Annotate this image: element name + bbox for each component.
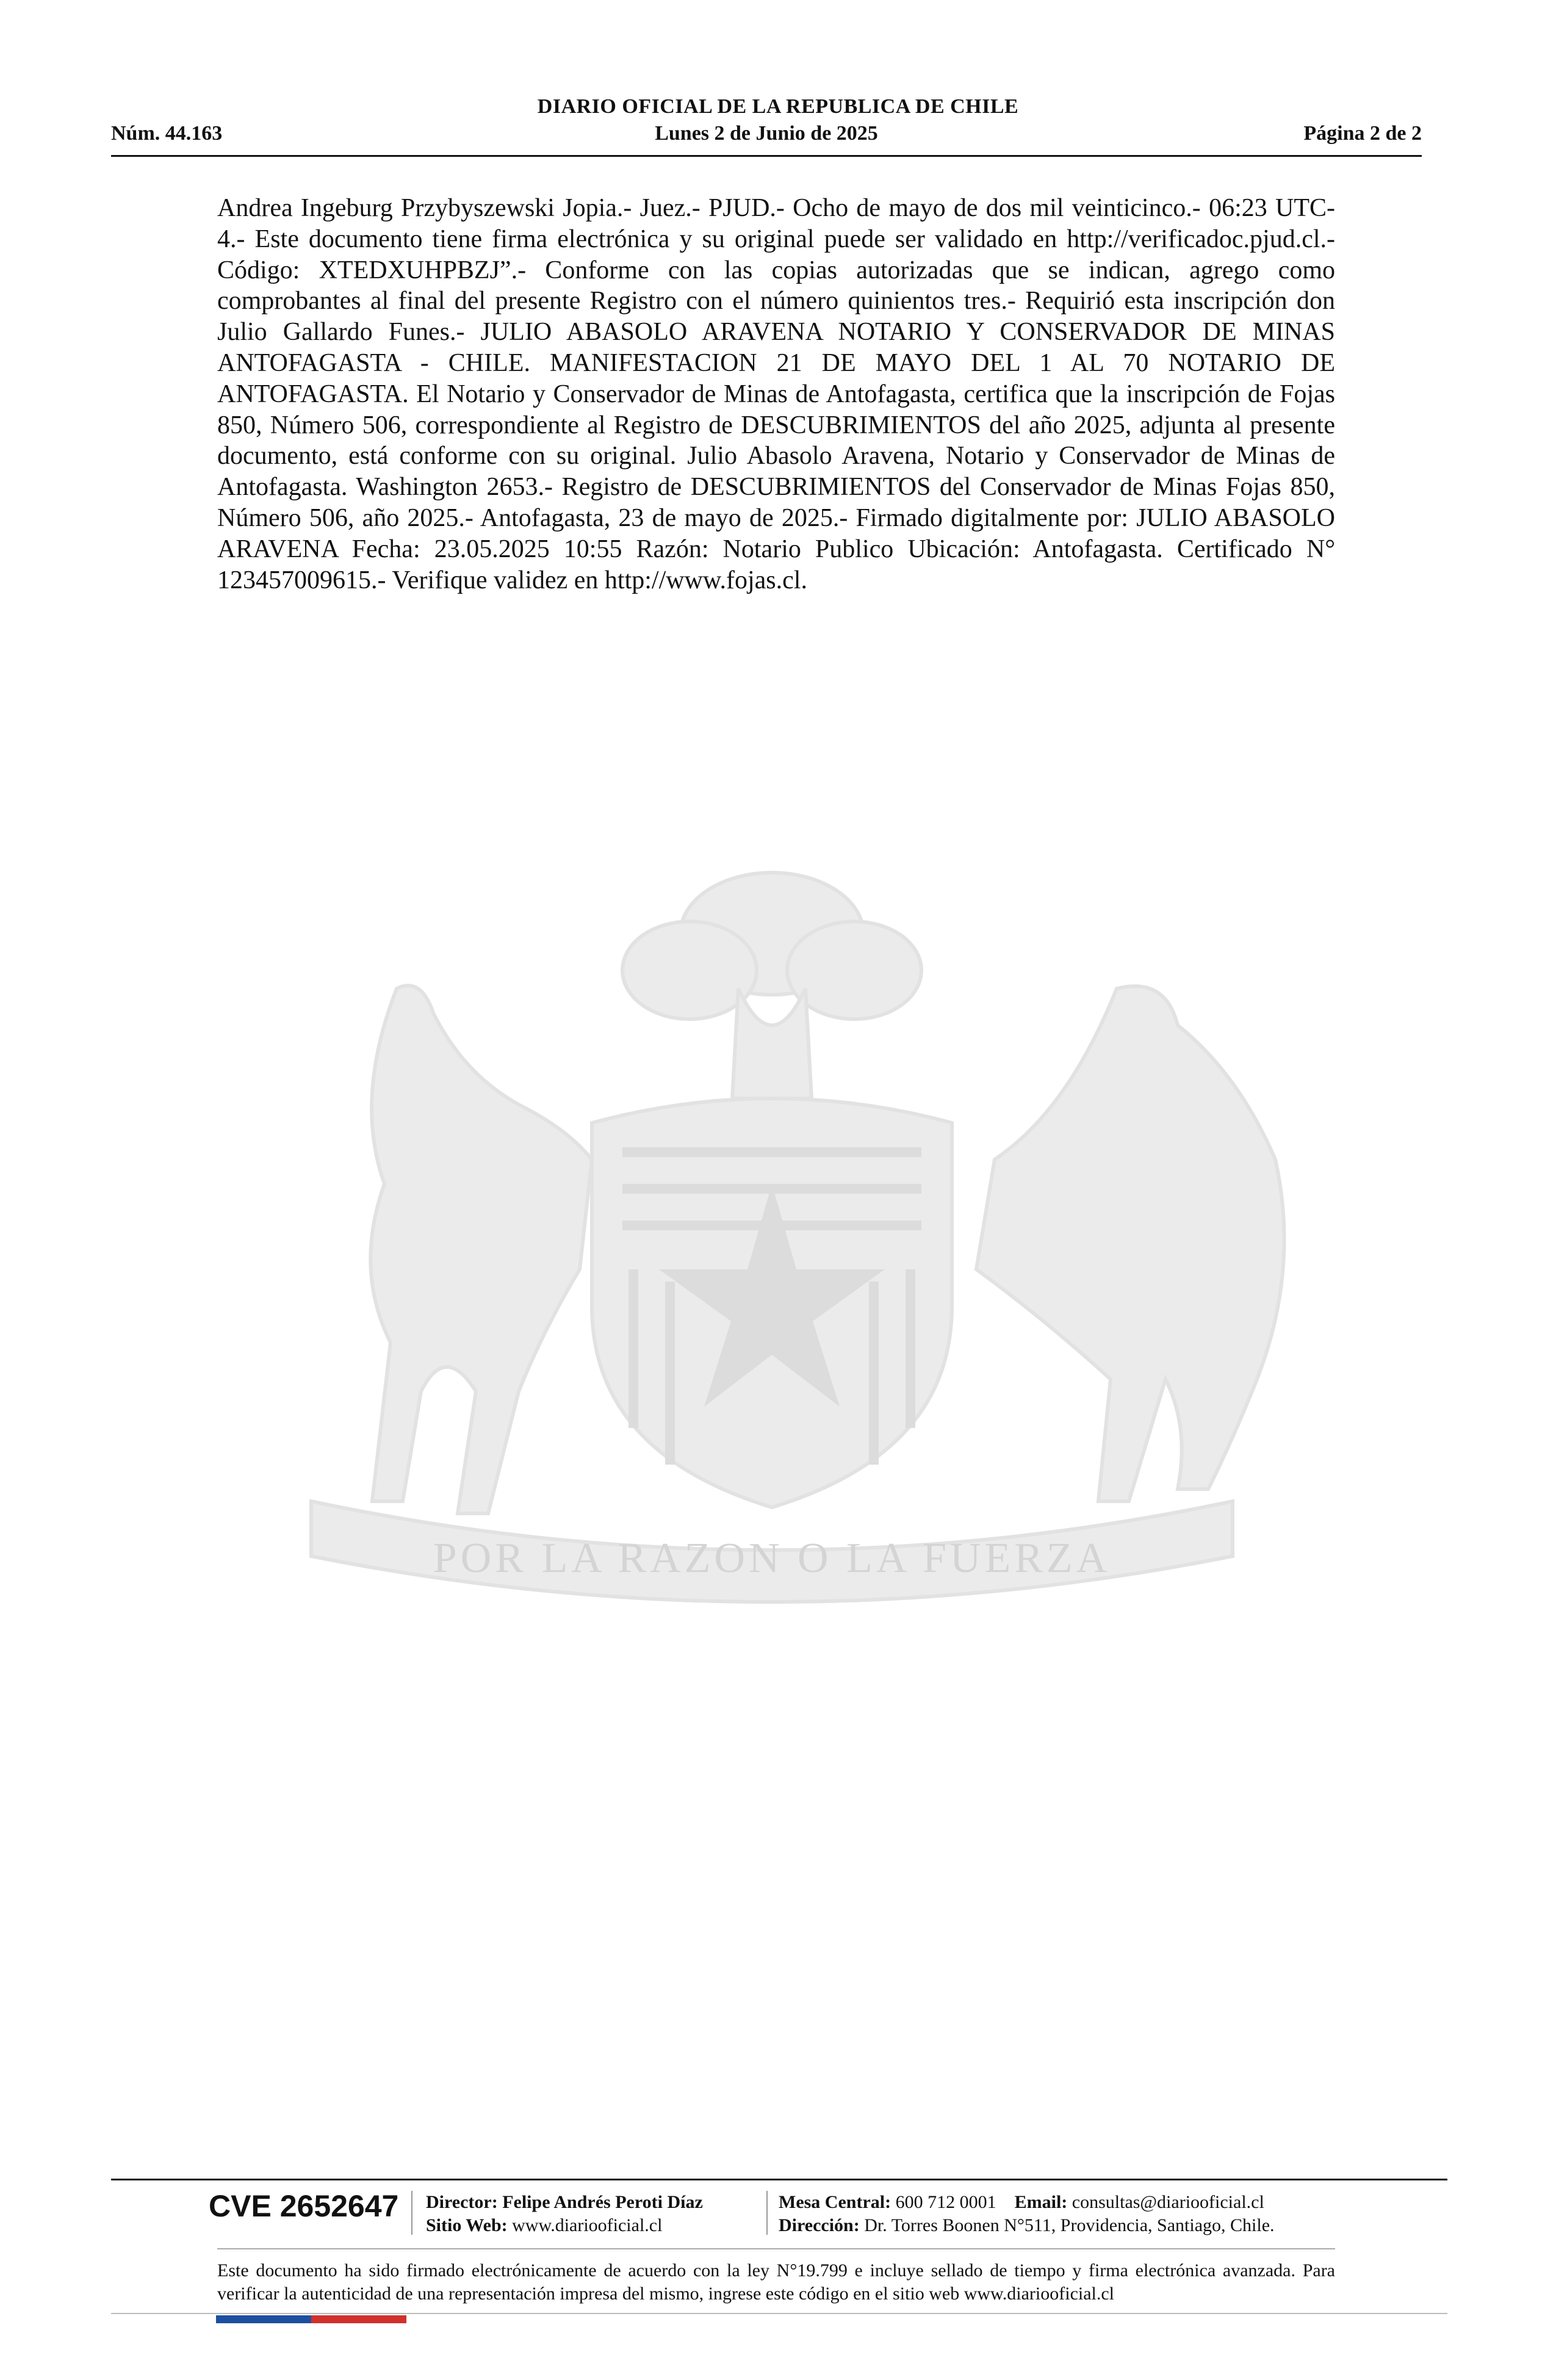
flag-stripe-red: [311, 2315, 406, 2323]
footer-divider-bottom: [111, 2313, 1447, 2314]
mesa-label: Mesa Central:: [779, 2192, 891, 2212]
director-label: Director:: [426, 2192, 498, 2212]
footer-divider-middle: [217, 2248, 1335, 2249]
coat-of-arms-icon: [201, 842, 1342, 1660]
flag-stripe-blue: [216, 2315, 311, 2323]
address-label: Dirección:: [779, 2215, 860, 2235]
footer-separator: [411, 2191, 412, 2235]
site-label: Sitio Web:: [426, 2215, 508, 2235]
footer-director-block: [426, 2191, 703, 2237]
issue-number: Núm. 44.163: [111, 122, 223, 145]
publication-title: DIARIO OFICIAL DE LA REPUBLICA DE CHILE: [537, 95, 1019, 118]
cve-code: CVE 2652647: [209, 2189, 399, 2223]
footer-contact-block: [779, 2191, 1275, 2237]
email-label: Email:: [1014, 2192, 1068, 2212]
mesa-value: 600 712 0001: [895, 2192, 996, 2212]
site-link[interactable]: www.diariooficial.cl: [512, 2215, 663, 2235]
header-row: [111, 122, 1422, 149]
footer-separator: [766, 2191, 768, 2235]
motto-text: POR LA RAZON O LA FUERZA: [433, 1535, 1111, 1582]
page-indicator: Página 2 de 2: [1303, 122, 1422, 145]
address-value: Dr. Torres Boonen N°511, Providencia, Santiago, Chile.: [864, 2215, 1275, 2235]
header-divider: [111, 155, 1422, 157]
email-link[interactable]: consultas@diariooficial.cl: [1072, 2192, 1264, 2212]
document-body: Andrea Ingeburg Przybyszewski Jopia.- Juez.- PJUD.- Ocho de mayo de dos mil veinticinco.- 06:23 UTC-4.- Este documento tiene firma electrónica y su original puede ser validado en http://verificadoc.pjud.cl.- Código: XTEDXUHPBZJ”.- Conforme con las copias autorizadas que se indican, agrego como comprobantes al final del presente Registro con el número quinientos tres.- Requirió esta inscripción don Julio Gallardo Funes.- JULIO ABASOLO ARAVENA NOTARIO Y CONSERVADOR DE MINAS ANTOFAGASTA - CHILE. MANIFESTACION 21 DE MAYO DEL 1 AL 70 NOTARIO DE ANTOFAGASTA. El Notario y Conservador de Minas de Antofagasta, certifica que la inscripción de Fojas 850, Número 506, correspondiente al Registro de DESCUBRIMIENTOS del año 2025, adjunta al presente documento, está conforme con su original. Julio Abasolo Aravena, Notario y Conservador de Minas de Antofagasta. Washington 2653.- Registro de DESCUBRIMIENTOS del Conservador de Minas Fojas 850, Número 506, año 2025.- Antofagasta, 23 de mayo de 2025.- Firmado digitalmente por: JULIO ABASOLO ARAVENA Fecha: 23.05.2025 10:55 Razón: Notario Publico Ubicación: Antofagasta. Certificado N° 123457009615.- Verifique validez en http://www.fojas.cl.: [217, 194, 1335, 594]
director-value: Felipe Andrés Peroti Díaz: [502, 2192, 703, 2212]
footer-divider-top: [111, 2179, 1447, 2180]
issue-date: Lunes 2 de Junio de 2025: [655, 122, 878, 145]
signature-note: Este documento ha sido firmado electrónicamente de acuerdo con la ley N°19.799 e incluye sellado de tiempo y firma electrónica avanzada. Para verificar la autenticidad de una representación impresa del mismo, ingrese este código en el sitio web www.diariooficial.cl: [217, 2260, 1335, 2304]
